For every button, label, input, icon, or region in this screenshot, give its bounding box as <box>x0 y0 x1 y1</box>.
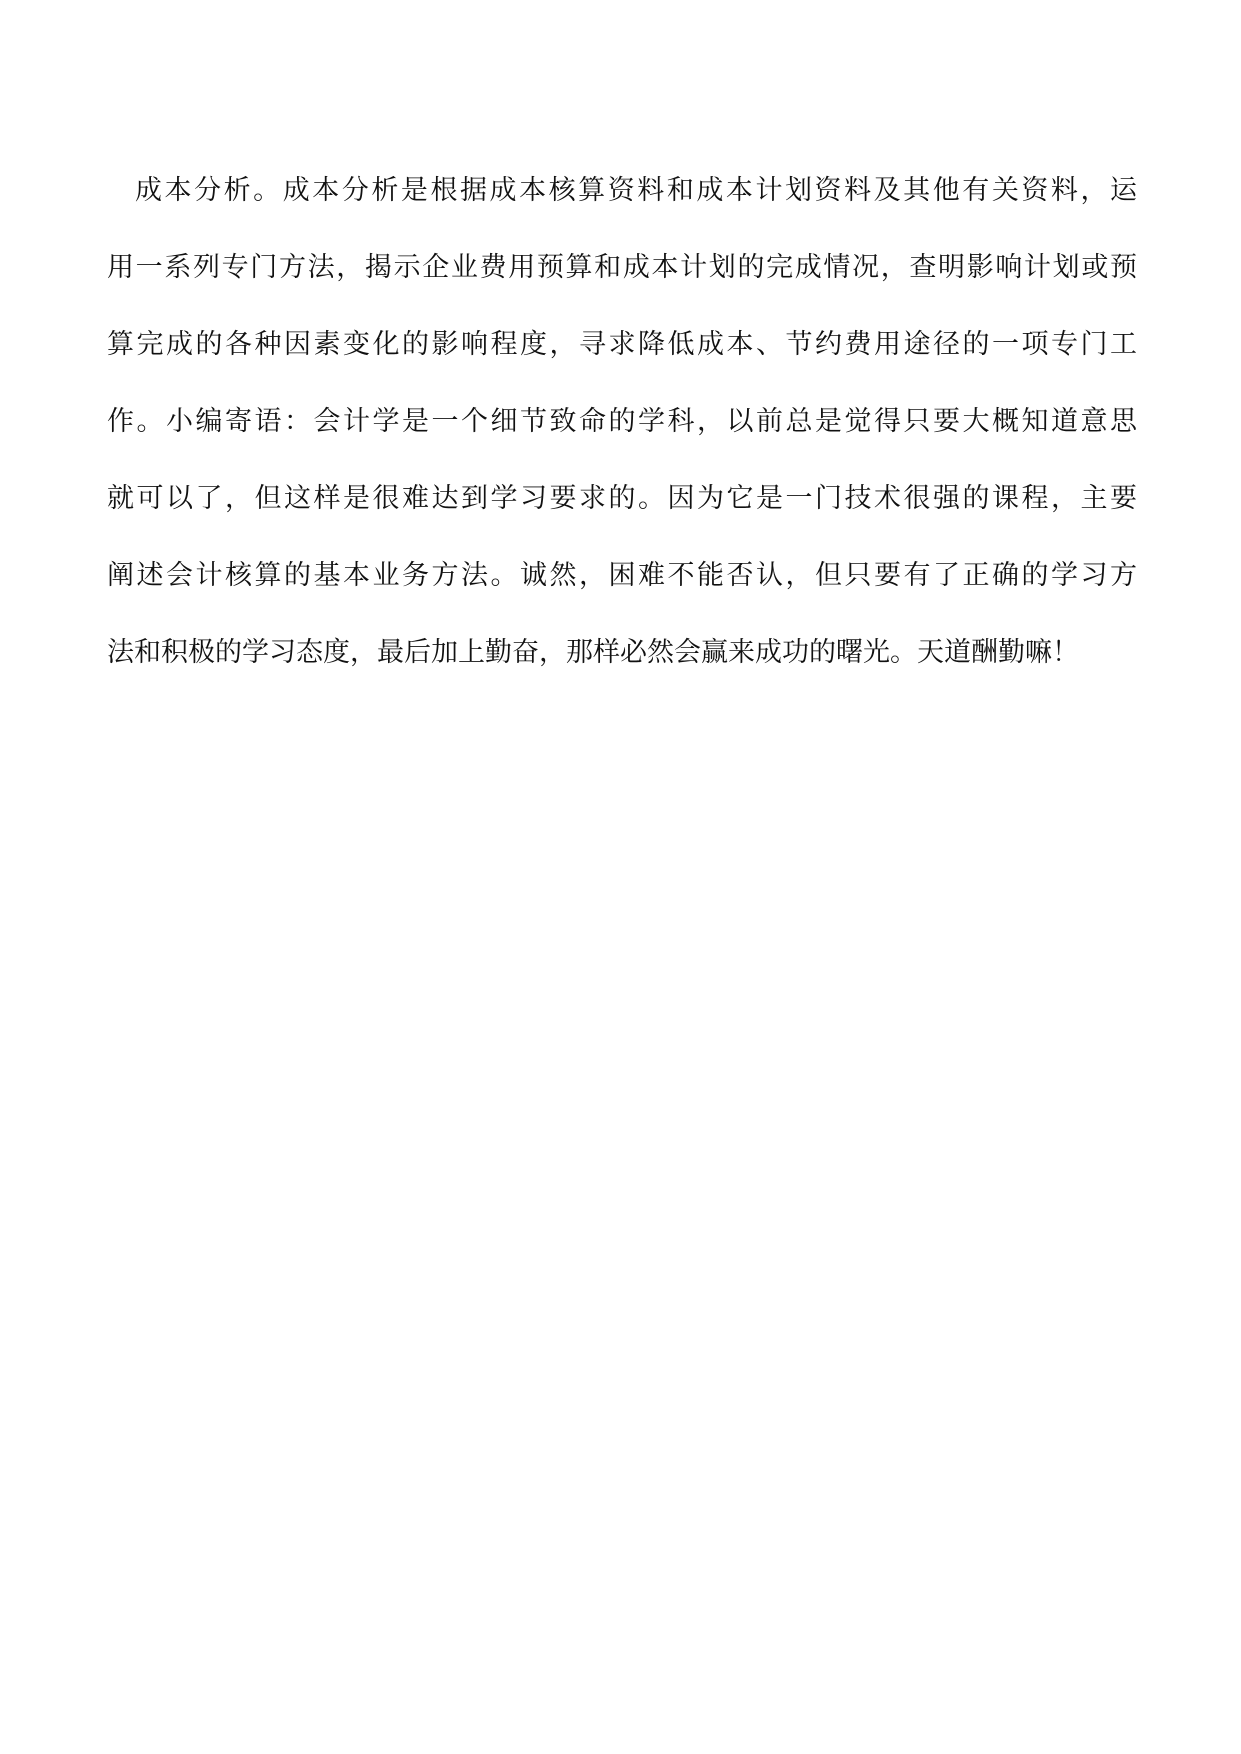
paragraph-line: 成本分析。成本分析是根据成本核算资料和成本计划资料及其他有关资料，运 <box>135 175 1137 206</box>
paragraph-line: 法和积极的学习态度，最后加上勤奋，那样必然会赢来成功的曙光。天道酬勤嘛！ <box>107 637 1079 668</box>
body-paragraph <box>107 166 1137 705</box>
paragraph-line: 阐述会计核算的基本业务方法。诚然，困难不能否认，但只要有了正确的学习方 <box>107 560 1137 591</box>
paragraph-line: 算完成的各种因素变化的影响程度，寻求降低成本、节约费用途径的一项专门工 <box>107 329 1137 360</box>
paragraph-line: 就可以了，但这样是很难达到学习要求的。因为它是一门技术很强的课程，主要 <box>107 483 1137 514</box>
paragraph-line: 用一系列专门方法，揭示企业费用预算和成本计划的完成情况，查明影响计划或预 <box>107 252 1137 283</box>
paragraph-line: 作。小编寄语：会计学是一个细节致命的学科，以前总是觉得只要大概知道意思 <box>107 406 1137 437</box>
